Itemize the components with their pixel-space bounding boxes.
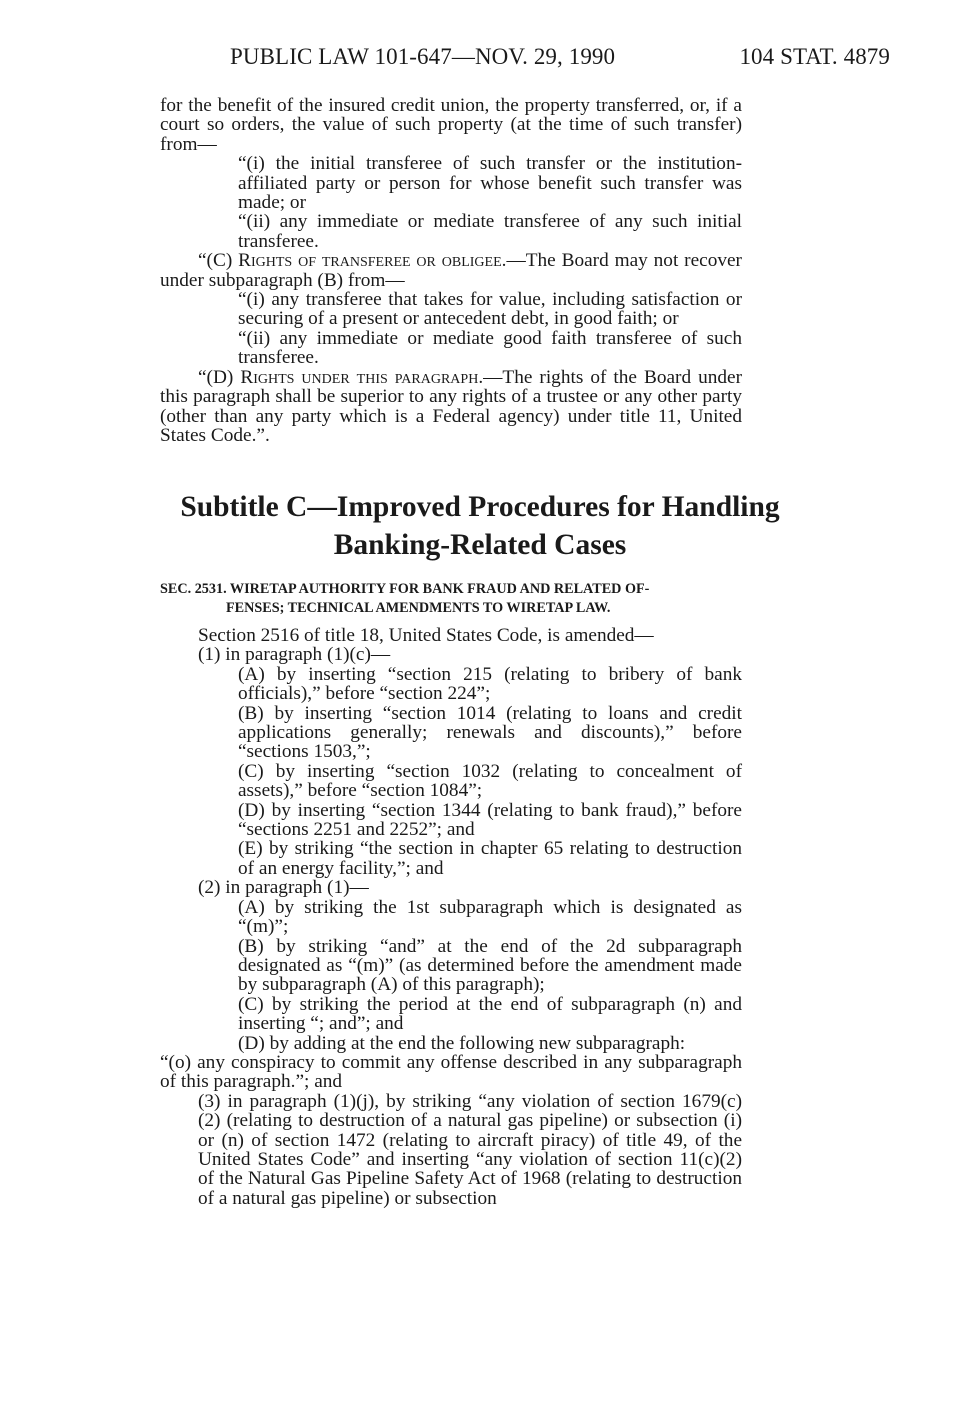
running-head: PUBLIC LAW 101-647—NOV. 29, 1990 — [230, 44, 616, 69]
clause-text: “(i) any transferee that takes for value, including satisfaction or securing of a present or antecedent debt, in good faith; or — [238, 289, 742, 330]
clause-text: “(ii) any immediate or mediate good faith transferee of such transferee. — [238, 327, 742, 369]
section-heading-line-2: FENSES; TECHNICAL AMENDMENTS TO WIRETAP LAW. — [226, 600, 611, 616]
item-2d: (D) by adding at the end the following new subparagraph: — [238, 1032, 686, 1054]
subtitle-heading — [110, 488, 850, 564]
section-intro: Section 2516 of title 18, United States Code, is amended— — [198, 625, 654, 646]
subparagraph-text: .—The rights of the Board under this paragraph shall be superior to any rights of a trustee or any other party (other than any party which is a Federal agency) under title 11, United States Code.”. — [160, 366, 742, 446]
clause-i — [160, 290, 742, 329]
item-2a: (A) by striking the 1st subparagraph which is designated as “(m)”; — [238, 896, 742, 938]
subparagraph-heading: Rights of transferee or obligee — [238, 250, 502, 272]
subparagraph-text: .—The Board may not recover under subparagraph (B) from— — [160, 250, 742, 291]
subparagraph-d — [160, 368, 742, 446]
item-1c: (C) by inserting “section 1032 (relating to concealment of assets),” before “section 1084”; — [238, 760, 742, 802]
item-1e: (E) by striking “the section in chapter 65 relating to destruction of an energy facility,”; and — [238, 838, 742, 879]
clause-i — [160, 154, 742, 212]
page-header — [160, 44, 890, 84]
subparagraph-heading: Rights under this paragraph — [240, 366, 479, 388]
subparagraph-label: “(D) — [198, 366, 241, 388]
continued-text-block — [160, 96, 742, 445]
paragraph-2: (2) in paragraph (1)— — [198, 877, 369, 899]
subparagraph-label: “(C) — [198, 250, 239, 272]
section-heading — [160, 580, 742, 618]
item-1b: (B) by inserting “section 1014 (relating to loans and credit applications generally; renewals and discounts),” before “sections 1503,”; — [238, 702, 742, 763]
item-1d: (D) by inserting “section 1344 (relating to bank fraud),” before “sections 2251 and 2252”; and — [238, 799, 742, 841]
item-2b: (B) by striking “and” at the end of the 2d subparagraph designated as “(m)” (as determined before the amendment made by subparagraph (A) of this paragraph); — [238, 935, 742, 996]
paragraph-1: (1) in paragraph (1)(c)— — [198, 644, 391, 666]
clause-ii — [160, 329, 742, 368]
stat-citation: 104 STAT. 4879 — [739, 44, 890, 69]
clause-text: “(i) the initial transferee of such transfer or the institution-affiliated party or person for whose benefit such transfer was made; or — [238, 153, 742, 214]
subtitle-line-2: Banking-Related Cases — [333, 529, 627, 561]
section-body — [160, 626, 742, 1208]
clause-text: “(ii) any immediate or mediate transferee of any such initial transferee. — [238, 211, 742, 252]
subtitle-line-1: Subtitle C—Improved Procedures for Handling — [180, 491, 780, 523]
item-1a: (A) by inserting “section 215 (relating to bribery of bank officials),” before “section 224”; — [238, 663, 742, 705]
item-2c: (C) by striking the period at the end of subparagraph (n) and inserting “; and”; and — [238, 993, 742, 1035]
quoted-subparagraph-o: “(o) any conspiracy to commit any offense described in any subparagraph of this paragraph.”; and — [160, 1051, 742, 1093]
paragraph-3: (3) in paragraph (1)(j), by striking “any violation of section 1679(c)(2) (relating to destruction of a natural gas pipeline) or subsection (i) or (n) of section 1472 (relating to aircraft piracy) of title 49, of the United States Code” and inserting “any violation of section 11(c)(2) of the Natural Gas Pipeline Safety Act of 1968 (relating to destruction of a natural gas pipeline) or subsection — [198, 1090, 742, 1209]
subparagraph-c — [160, 251, 742, 290]
section-heading-line-1: SEC. 2531. WIRETAP AUTHORITY FOR BANK FRAUD AND RELATED OF- — [160, 581, 650, 597]
clause-ii — [160, 212, 742, 251]
paragraph-continuation: for the benefit of the insured credit union, the property transferred, or, if a court so orders, the value of such property (at the time of such transfer) from— — [160, 95, 742, 155]
